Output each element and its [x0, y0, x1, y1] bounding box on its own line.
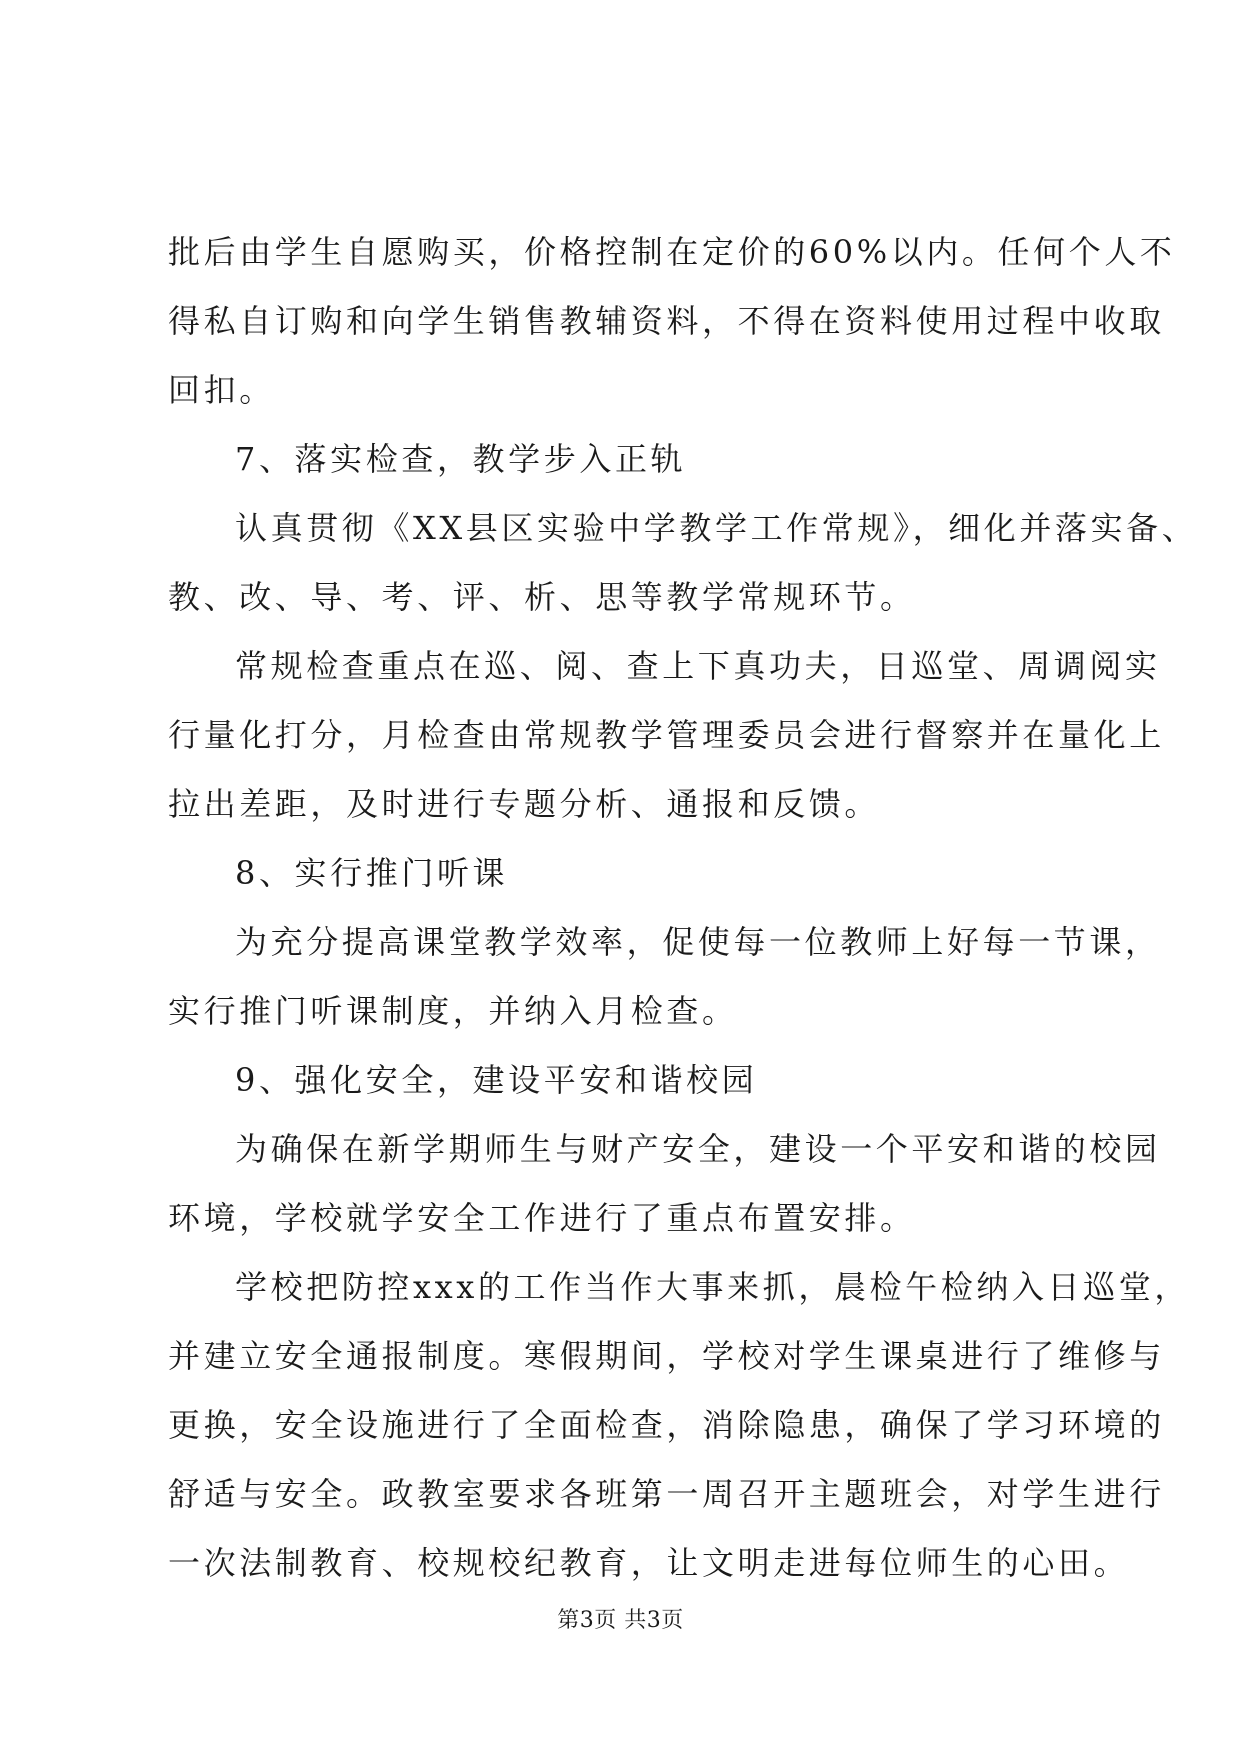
paragraph-line: 舒适与安全。政教室要求各班第一周召开主题班会，对学生进行 — [168, 1475, 1165, 1513]
paragraph-line: 拉出差距，及时进行专题分析、通报和反馈。 — [168, 785, 881, 823]
page-number-footer: 第3页 共3页 — [557, 1608, 684, 1633]
document-body — [168, 232, 1198, 1612]
paragraph-line: 更换，安全设施进行了全面检查，消除隐患，确保了学习环境的 — [168, 1406, 1165, 1444]
paragraph-line: 教、改、导、考、评、析、思等教学常规环节。 — [168, 578, 916, 616]
paragraph-line: 为充分提高课堂教学效率，促使每一位教师上好每一节课， — [235, 923, 1161, 961]
paragraph-line: 得私自订购和向学生销售教辅资料，不得在资料使用过程中收取 — [168, 302, 1165, 340]
paragraph-line: 环境，学校就学安全工作进行了重点布置安排。 — [168, 1199, 916, 1237]
section-heading-7: 7、落实检查，教学步入正轨 — [235, 440, 687, 478]
paragraph-line: 认真贯彻《XX县区实验中学教学工作常规》，细化并落实备、 — [235, 509, 1198, 547]
paragraph-line: 常规检查重点在巡、阅、查上下真功夫，日巡堂、周调阅实 — [235, 647, 1161, 685]
paragraph-line: 学校把防控xxx的工作当作大事来抓，晨检午检纳入日巡堂， — [235, 1268, 1190, 1306]
paragraph-line: 实行推门听课制度，并纳入月检查。 — [168, 992, 738, 1030]
section-heading-9: 9、强化安全，建设平安和谐校园 — [235, 1061, 758, 1099]
paragraph-line: 一次法制教育、校规校纪教育，让文明走进每位师生的心田。 — [168, 1544, 1130, 1582]
section-heading-8: 8、实行推门听课 — [235, 854, 509, 892]
paragraph-line: 并建立安全通报制度。寒假期间，学校对学生课桌进行了维修与 — [168, 1337, 1165, 1375]
paragraph-line: 批后由学生自愿购买，价格控制在定价的60%以内。任何个人不 — [168, 233, 1176, 271]
paragraph-line: 行量化打分，月检查由常规教学管理委员会进行督察并在量化上 — [168, 716, 1165, 754]
paragraph-line: 为确保在新学期师生与财产安全，建设一个平安和谐的校园 — [235, 1130, 1161, 1168]
paragraph-line: 回扣。 — [168, 371, 275, 409]
